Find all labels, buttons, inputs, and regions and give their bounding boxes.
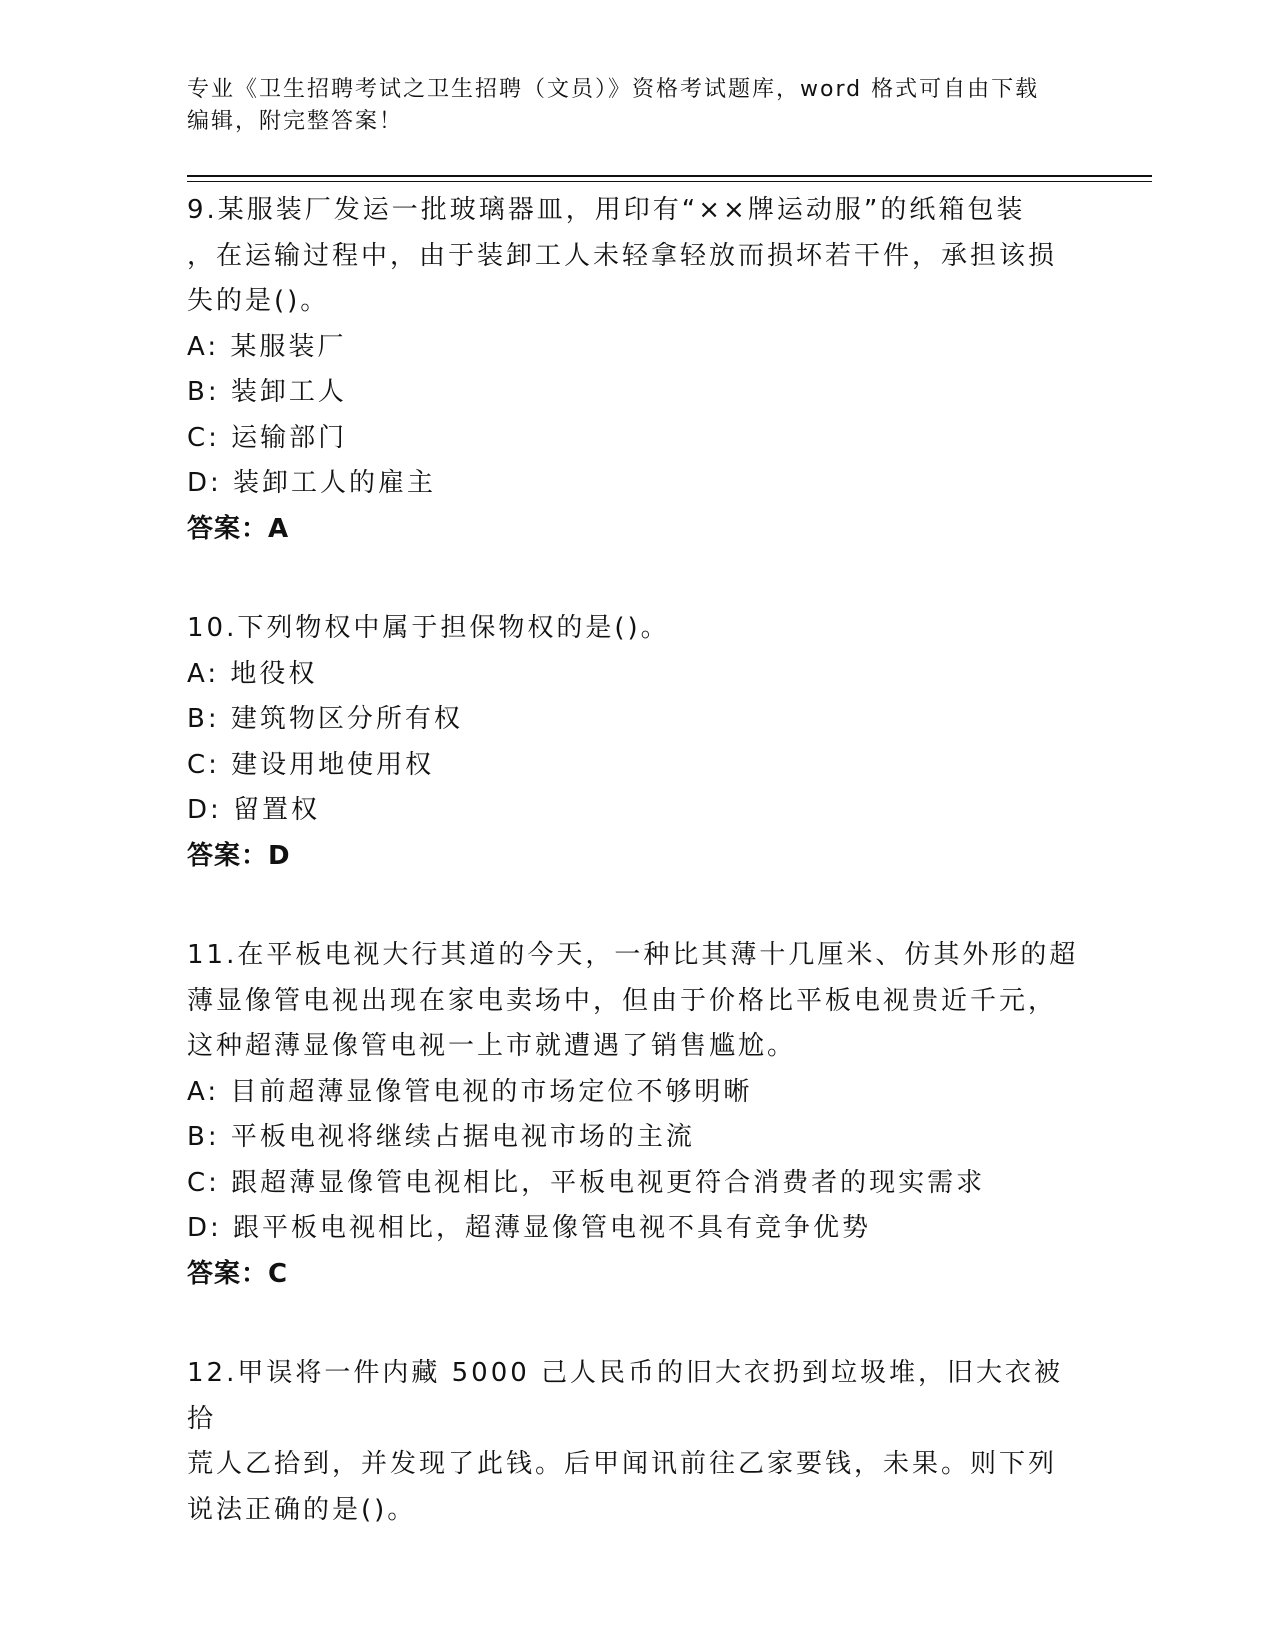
option-a: A: 某服装厂: [187, 331, 347, 362]
stem-line: 荒人乙拾到，并发现了此钱。后甲闻讯前往乙家要钱，未果。则下列: [187, 1449, 1058, 1479]
stem-line: 9.某服装厂发运一批玻璃器皿，用印有“××牌运动服”的纸箱包装: [187, 195, 1026, 225]
option-b: B: 建筑物区分所有权: [187, 704, 463, 734]
stem-line: ，在运输过程中，由于装卸工人未轻拿轻放而损坏若干件，承担该损: [187, 240, 1058, 271]
stem-line: 这种超薄显像管电视一上市就遭遇了销售尴尬。: [187, 1031, 797, 1061]
option-b: B: 装卸工人: [187, 377, 347, 407]
stem-line: 说法正确的是()。: [187, 1494, 417, 1525]
question-list: [187, 188, 1087, 1587]
page-header: [187, 74, 1067, 138]
question-stem: [187, 606, 1087, 652]
header-divider-thick: [187, 175, 1152, 177]
question-12: [187, 1351, 1087, 1533]
option-a: A: 目前超薄显像管电视的市场定位不够明晰: [187, 1076, 753, 1107]
stem-line: 10.下列物权中属于担保物权的是()。: [187, 613, 670, 643]
answer-label: 答案：C: [187, 1258, 289, 1289]
option-d: D: 跟平板电视相比，超薄显像管电视不具有竞争优势: [187, 1213, 872, 1243]
header-divider-thin: [187, 181, 1152, 182]
stem-line: 失的是()。: [187, 286, 330, 316]
option-b: B: 平板电视将继续占据电视市场的主流: [187, 1122, 695, 1152]
option-a: A: 地役权: [187, 658, 318, 689]
question-10: [187, 606, 1087, 879]
stem-line: 12.甲误将一件内藏 5000 己人民币的旧大衣扔到垃圾堆，旧大衣被拾: [187, 1358, 1064, 1434]
header-title-line-2: 编辑，附完整答案！: [187, 109, 404, 134]
header-title-line-1: 专业《卫生招聘考试之卫生招聘（文员）》资格考试题库，word 格式可自由下载: [187, 77, 1040, 102]
question-11: [187, 933, 1087, 1297]
answer-label: 答案：D: [187, 840, 291, 871]
question-stem: [187, 1351, 1087, 1533]
option-c: C: 跟超薄显像管电视相比，平板电视更符合消费者的现实需求: [187, 1167, 986, 1198]
option-d: D: 留置权: [187, 795, 321, 825]
question-stem: [187, 933, 1087, 1070]
question-9: [187, 188, 1087, 552]
option-c: C: 运输部门: [187, 422, 348, 453]
stem-line: 薄显像管电视出现在家电卖场中，但由于价格比平板电视贵近千元，: [187, 985, 1058, 1016]
option-c: C: 建设用地使用权: [187, 749, 435, 780]
option-d: D: 装卸工人的雇主: [187, 468, 437, 498]
answer-label: 答案：A: [187, 513, 290, 544]
stem-line: 11.在平板电视大行其道的今天，一种比其薄十几厘米、仿其外形的超: [187, 940, 1079, 970]
question-stem: [187, 188, 1087, 325]
